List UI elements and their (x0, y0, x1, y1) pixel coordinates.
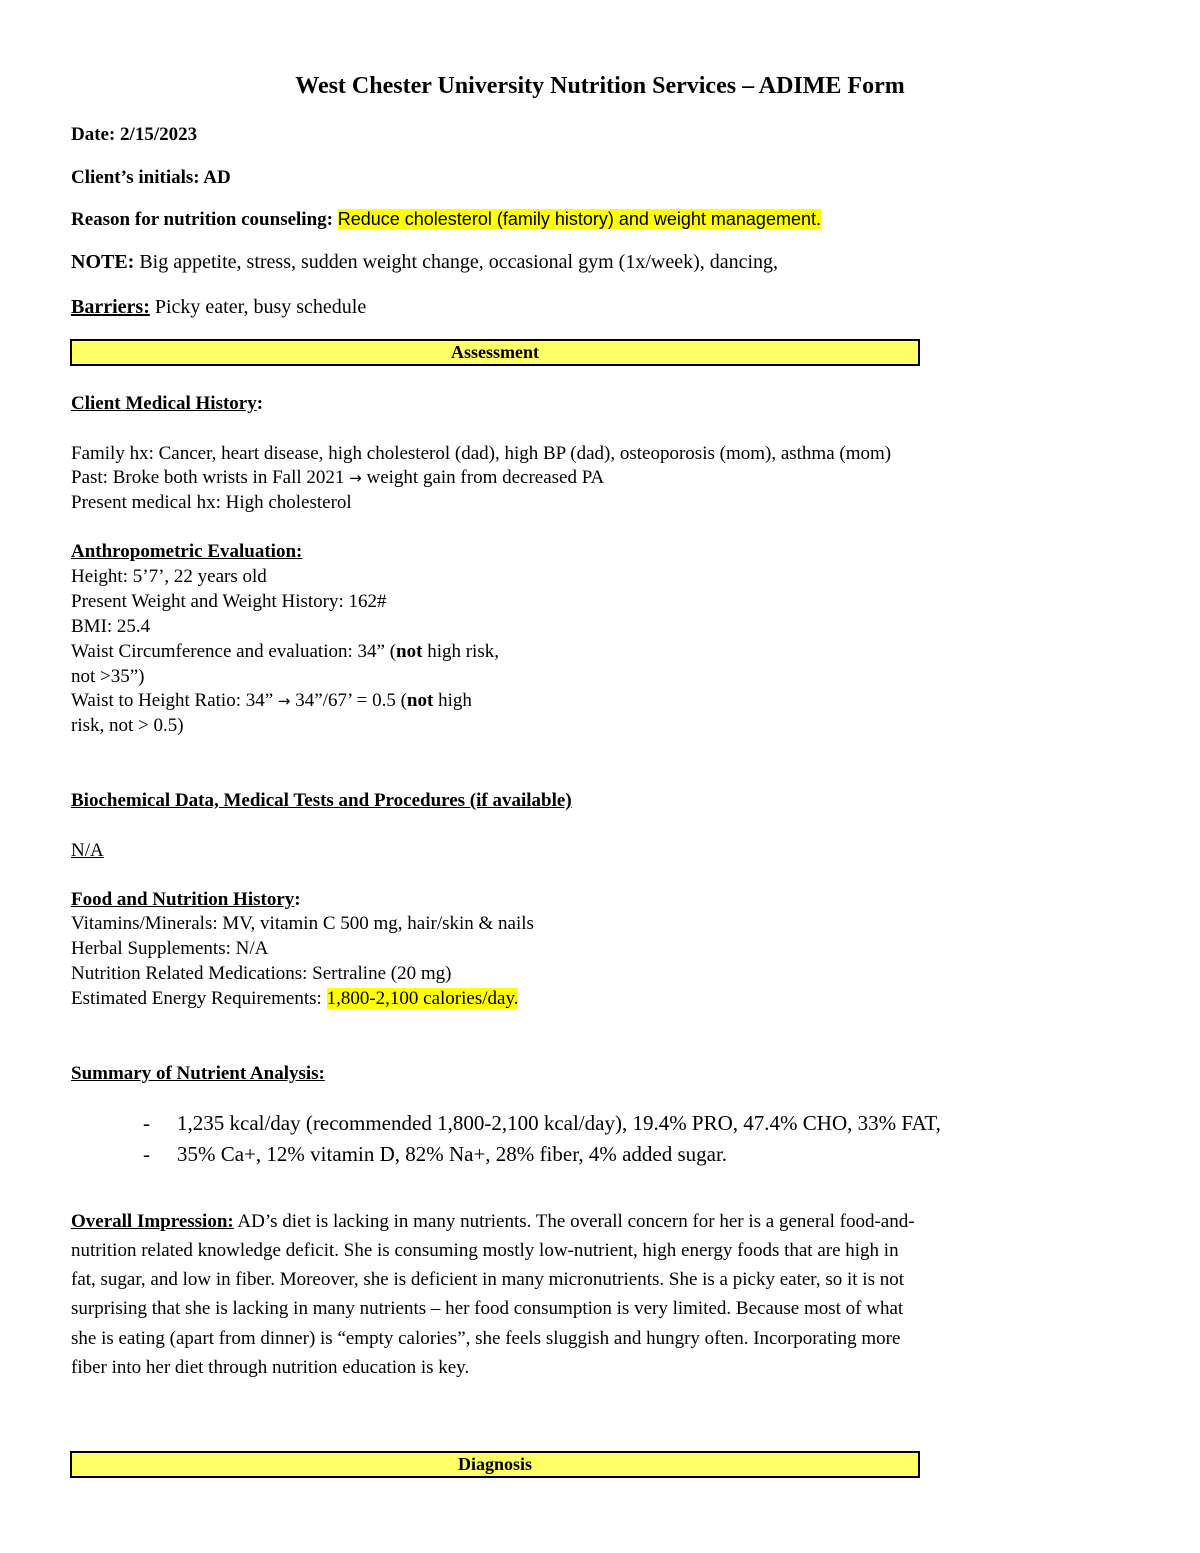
waist-text: Waist Circumference and evaluation: 34” ( (71, 641, 397, 662)
arrow-right-icon: → (349, 469, 362, 487)
note-label: NOTE: (71, 251, 135, 273)
anthropometric-heading: Anthropometric Evaluation: (71, 541, 303, 562)
medical-history-heading (71, 393, 263, 415)
waist-not: not (396, 641, 423, 662)
past-history (71, 467, 604, 489)
biochemical-heading: Biochemical Data, Medical Tests and Procedures (if available) (71, 790, 572, 811)
impression-line-4: surprising that she is lacking in many nutrients – her food consumption is very limited. Because most of what (71, 1298, 904, 1319)
impression-text: AD’s diet is lacking in many nutrients. The overall concern for her is a general food-and- (233, 1211, 915, 1232)
impression-line-5: she is eating (apart from dinner) is “empty calories”, she feels sluggish and hungry often. Incorporating more (71, 1328, 901, 1349)
medications-line: Nutrition Related Medications: Sertraline (20 mg) (71, 963, 452, 984)
reason-value: Reduce cholesterol (family history) and weight management. (337, 209, 821, 229)
impression-line-1 (71, 1211, 915, 1233)
list-dash: - (143, 1142, 150, 1166)
vitamins-line: Vitamins/Minerals: MV, vitamin C 500 mg, hair/skin & nails (71, 913, 534, 934)
whr-not: not (406, 690, 434, 711)
note-value: Big appetite, stress, sudden weight change, occasional gym (1x/week), dancing, (134, 251, 779, 273)
medical-history-colon: : (256, 393, 264, 414)
list-item-text: 35% Ca+, 12% vitamin D, 82% Na+, 28% fiber, 4% added sugar. (177, 1142, 728, 1166)
reason-label: Reason for nutrition counseling: (71, 209, 338, 230)
diagnosis-section-bar: Diagnosis (70, 1451, 920, 1478)
assessment-section-bar: Assessment (70, 339, 920, 366)
weight-line: Present Weight and Weight History: 162# (71, 591, 387, 612)
reason-line (71, 209, 821, 231)
whr-line-2: risk, not > 0.5) (71, 715, 184, 736)
eer-line (71, 988, 518, 1010)
impression-line-2: nutrition related knowledge deficit. She is consuming mostly low-nutrient, high energy foods that are high in (71, 1240, 899, 1261)
barriers-value: Picky eater, busy schedule (149, 296, 367, 318)
impression-line-3: fat, sugar, and low in fiber. Moreover, she is deficient in many micronutrients. She is a picky eater, so it is not (71, 1269, 904, 1290)
food-history-heading (71, 889, 301, 911)
medical-history-heading-text: Client Medical History (71, 393, 257, 414)
list-item (143, 1111, 941, 1136)
waist-risk: high risk, (422, 641, 499, 662)
whr-calc: 34”/67’ = 0.5 ( (290, 690, 407, 711)
list-dash: - (143, 1111, 150, 1135)
list-item-text: 1,235 kcal/day (recommended 1,800-2,100 kcal/day), 19.4% PRO, 47.4% CHO, 33% FAT, (177, 1111, 941, 1135)
food-history-heading-text: Food and Nutrition History (71, 889, 295, 910)
impression-line-6: fiber into her diet through nutrition education is key. (71, 1357, 470, 1378)
eer-value: 1,800-2,100 calories/day. (326, 988, 519, 1009)
initials-line: Client’s initials: AD (71, 167, 231, 188)
past-history-result: weight gain from decreased PA (361, 467, 605, 488)
height-line: Height: 5’7’, 22 years old (71, 566, 267, 587)
date-line: Date: 2/15/2023 (71, 124, 198, 145)
herbal-line: Herbal Supplements: N/A (71, 938, 269, 959)
barriers-line (71, 296, 366, 319)
form-title: West Chester University Nutrition Services – ADIME Form (295, 73, 905, 99)
impression-heading: Overall Impression: (71, 1211, 234, 1232)
whr-text: Waist to Height Ratio: 34” (71, 690, 278, 711)
food-history-colon: : (294, 889, 301, 910)
nutrient-analysis-heading: Summary of Nutrient Analysis: (71, 1063, 325, 1084)
biochemical-value: N/A (71, 840, 104, 861)
arrow-right-icon: → (277, 692, 291, 710)
family-history: Family hx: Cancer, heart disease, high cholesterol (dad), high BP (dad), osteoporosis (mom), asthma (mom) (71, 443, 892, 464)
waist-line-2: not >35”) (71, 666, 145, 687)
present-history: Present medical hx: High cholesterol (71, 492, 352, 513)
note-line (71, 251, 778, 274)
past-history-text: Past: Broke both wrists in Fall 2021 (71, 467, 350, 488)
whr-line (71, 690, 472, 712)
barriers-label: Barriers: (71, 296, 150, 318)
bmi-line: BMI: 25.4 (71, 616, 151, 637)
eer-label: Estimated Energy Requirements: (71, 988, 327, 1009)
whr-high: high (433, 690, 472, 711)
waist-line (71, 641, 499, 663)
list-item (143, 1142, 727, 1167)
